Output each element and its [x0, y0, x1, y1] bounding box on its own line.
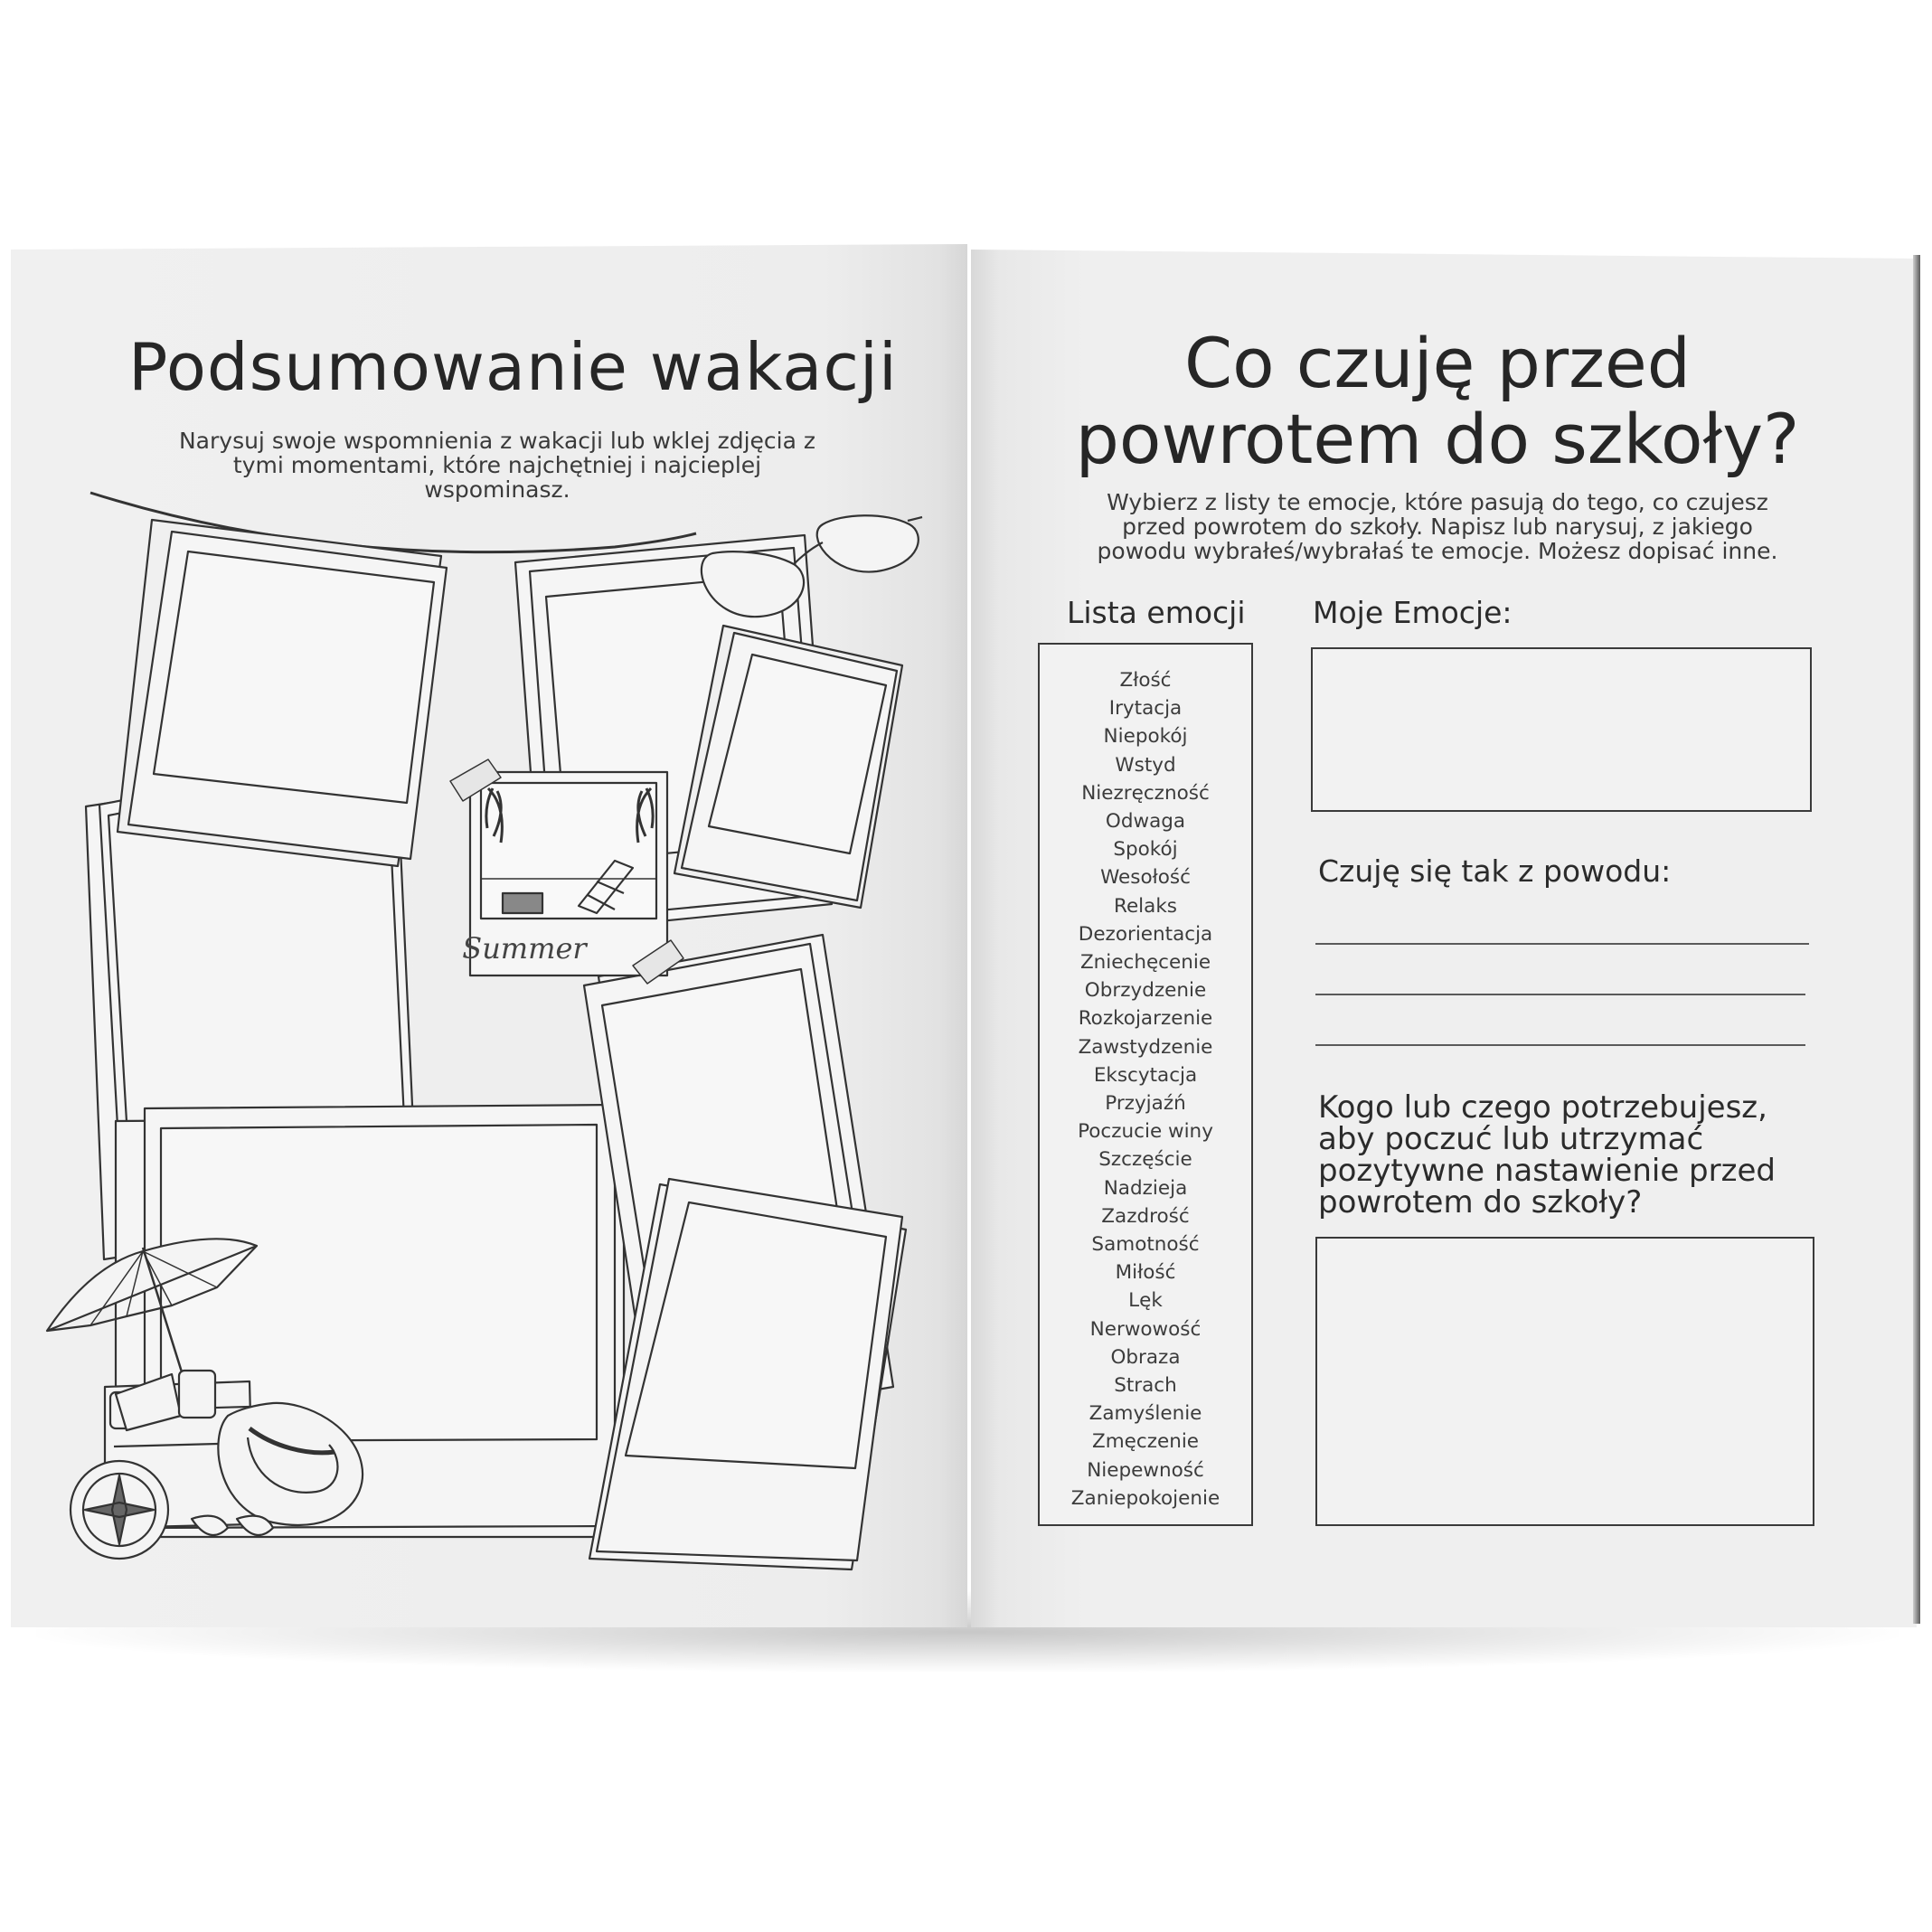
emotion-item: Niepokój [1103, 725, 1188, 749]
emotion-item: Przyjaźń [1105, 1092, 1186, 1116]
emotion-item: Poczucie winy [1078, 1120, 1213, 1144]
emotion-item: Miłość [1115, 1261, 1176, 1285]
emotion-item: Zniechęcenie [1079, 951, 1211, 975]
emotion-item: Zmęczenie [1091, 1430, 1200, 1454]
emotion-item: Rozkojarzenie [1078, 1007, 1213, 1031]
emotion-list-box [1038, 643, 1253, 1526]
reason-line-3[interactable] [1315, 1044, 1805, 1046]
needs-answer-box[interactable] [1315, 1237, 1814, 1526]
emotion-item: Zazdrość [1101, 1204, 1190, 1228]
photo-collage [36, 470, 940, 1582]
page-edge [1913, 255, 1920, 1624]
reason-title: Czuję się tak z powodu: [1318, 853, 1672, 889]
emotion-item: Wstyd [1115, 753, 1176, 777]
emotion-item: Zaniepokojenie [1070, 1486, 1220, 1510]
right-page-title: Co czuję przed powrotem do szkoły? [1075, 323, 1800, 479]
emotion-item: Lęk [1128, 1289, 1163, 1313]
emotion-item: Nadzieja [1103, 1176, 1188, 1200]
sunglasses-icon [702, 515, 922, 617]
photo-frame-1 [118, 520, 447, 866]
emotion-item: Spokój [1113, 838, 1178, 862]
emotion-item: Dezorientacja [1078, 922, 1213, 946]
my-emotions-box[interactable] [1311, 647, 1812, 812]
emotion-item: Szczęście [1098, 1148, 1192, 1172]
left-page-title: Podsumowanie wakacji [128, 329, 898, 405]
emotion-item: Niezręczność [1081, 781, 1210, 805]
emotion-item: Złość [1119, 669, 1172, 692]
summer-polaroid [450, 759, 683, 984]
emotion-item: Niepewność [1087, 1458, 1204, 1482]
reason-line-1[interactable] [1315, 943, 1809, 945]
emotion-item: Zamyślenie [1089, 1402, 1202, 1426]
my-emotions-title: Moje Emocje: [1313, 595, 1513, 630]
emotion-list [1040, 645, 1251, 1513]
emotion-item: Obraza [1110, 1345, 1181, 1369]
emotion-item: Irytacja [1108, 697, 1183, 721]
emotion-item: Obrzydzenie [1084, 979, 1207, 1003]
right-page-intro: Wybierz z listy te emocje, które pasują do tego, co czujesz przed powrotem do szkoły. Napisz lub narysuj, z jakiego powodu wybrałeś/wybrałaś te emocje. Możesz dopisać inne. [1097, 489, 1778, 564]
emotion-item: Relaks [1113, 894, 1177, 918]
left-page-intro: Narysuj swoje wspomnienia z wakacji lub wklej zdjęcia z tymi momentami, które najchętniej i najcieplej wspominasz. [178, 428, 816, 503]
emotion-item: Odwaga [1105, 810, 1186, 834]
compass-icon [71, 1461, 168, 1559]
summer-caption: Summer [462, 931, 587, 966]
emotion-item: Strach [1114, 1374, 1177, 1398]
emotion-item: Ekscytacja [1093, 1063, 1198, 1087]
emotion-list-title: Lista emocji [1067, 595, 1246, 630]
emotion-item: Wesołość [1100, 866, 1191, 890]
needs-question: Kogo lub czego potrzebujesz, aby poczuć lub utrzymać pozytywne nastawienie przed powrotem do szkoły? [1318, 1089, 1776, 1220]
reason-line-2[interactable] [1315, 994, 1805, 995]
emotion-item: Nerwowość [1089, 1317, 1202, 1341]
emotion-item: Zawstydzenie [1078, 1035, 1213, 1059]
emotion-item: Samotność [1091, 1233, 1200, 1257]
